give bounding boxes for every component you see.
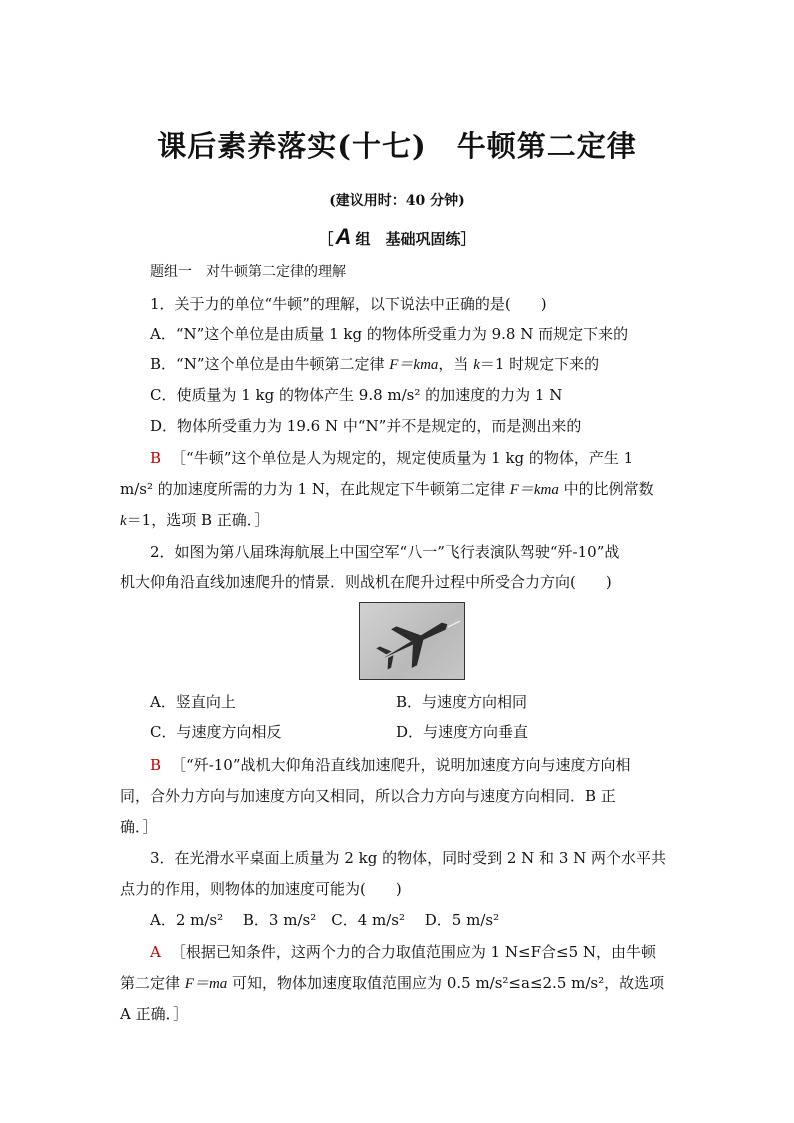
q1-option-a: A．“N”这个单位是由质量 1 kg 的物体所受重力为 9.8 N 而规定下来的 (150, 325, 629, 343)
fighter-jet-icon (360, 603, 466, 681)
q2-explanation-3: 确．］ (120, 818, 158, 836)
q1-explanation-1 (150, 448, 680, 468)
q1-option-b-end: ＝1 时规定下来的 (479, 355, 600, 373)
q3-explanation-3: A 正确．］ (120, 1005, 189, 1023)
q2-option-a-text: A．竖直向上 (150, 693, 236, 711)
q3-explanation-2 (120, 973, 680, 994)
q2-stem-1: 2．如图为第八届珠海航展上中国空军“八一”飞行表演队驾驶“歼-10”战 (150, 543, 620, 561)
q2-option-c-text: C．与速度方向相反 (150, 723, 282, 741)
group-bracket-close: ］ (460, 230, 476, 248)
q2-stem-2: 机大仰角沿直线加速爬升的情景．则战机在爬升过程中所受合力方向( ) (120, 573, 612, 591)
group-heading (0, 224, 794, 250)
q2-option-d: D．与速度方向垂直 (396, 723, 529, 741)
q2-option-b: B．与速度方向相同 (396, 693, 528, 711)
group-bracket-open: ［ (318, 230, 334, 248)
q2-option-a (150, 692, 680, 712)
q3-formula: F＝ma (184, 976, 228, 992)
q2-explanation-2: 同，合外力方向与加速度方向又相同，所以合力方向与速度方向相同．B 正 (120, 787, 616, 805)
q3-stem-2: 点力的作用，则物体的加速度可能为( ) (120, 880, 402, 898)
topic-heading: 题组一 对牛顿第二定律的理解 (150, 264, 346, 280)
q1-explanation-text-1: ［“牛顿”这个单位是人为规定的，规定使质量为 1 kg 的物体，产生 1 (171, 449, 634, 467)
q3-explanation-1 (150, 942, 680, 962)
q1-explanation-2 (120, 479, 680, 500)
q1-explanation-text-3: ＝1，选项 B 正确．］ (126, 511, 270, 529)
suggested-time: (建议用时：40 分钟) (329, 193, 465, 209)
group-letter: A (335, 224, 352, 249)
q1-explanation-3 (120, 510, 680, 531)
q3-explanation-text-2: 第二定律 (120, 974, 185, 992)
q2-explanation-text-1: ［“歼-10”战机大仰角沿直线加速爬升，说明加速度方向与速度方向相 (171, 756, 631, 774)
q1-explanation-text-2: m/s² 的加速度所需的力为 1 N，在此规定下牛顿第二定律 (120, 480, 510, 498)
q3-stem-1: 3．在光滑水平桌面上质量为 2 kg 的物体，同时受到 2 N 和 3 N 两个水平共 (150, 849, 667, 867)
q2-option-c (150, 722, 680, 742)
q1-stem: 1．关于力的单位“牛顿”的理解，以下说法中正确的是( ) (150, 295, 547, 313)
q3-answer: A (150, 943, 161, 961)
q1-option-d: D．物体所受重力为 19.6 N 中“N”并不是规定的，而是测出来的 (150, 417, 582, 435)
q1-option-b (150, 354, 680, 375)
q2-explanation-1 (150, 755, 680, 775)
q1-option-c: C．使质量为 1 kg 的物体产生 9.8 m/s² 的加速度的力为 1 N (150, 386, 563, 404)
q1-answer: B (150, 449, 162, 467)
q3-options: A．2 m/s² B．3 m/s² C．4 m/s² D．5 m/s² (150, 911, 500, 929)
q1-formula: F＝kma (389, 357, 439, 373)
q2-answer: B (150, 756, 162, 774)
q3-explanation-text-2b: 可知，物体加速度取值范围应为 0.5 m/s²≤a≤2.5 m/s²，故选项 (227, 974, 665, 992)
q3-explanation-text-1: ［根据已知条件，这两个力的合力取值范围应为 1 N≤F合≤5 N，由牛顿 (170, 943, 657, 961)
q1-explanation-text-2b: 中的比例常数 (558, 480, 654, 498)
fighter-jet-photo (359, 602, 465, 680)
q1-k: k (473, 357, 480, 373)
page-title: 课后素养落实(十七) 牛顿第二定律 (157, 129, 637, 163)
group-label: 组 基础巩固练 (355, 230, 461, 248)
q1-explanation-k: k (120, 513, 127, 529)
q1-option-b-text: B．“N”这个单位是由牛顿第二定律 (150, 355, 390, 373)
q1-option-b-mid: ，当 (438, 355, 474, 373)
q1-explanation-formula: F＝kma (509, 482, 559, 498)
